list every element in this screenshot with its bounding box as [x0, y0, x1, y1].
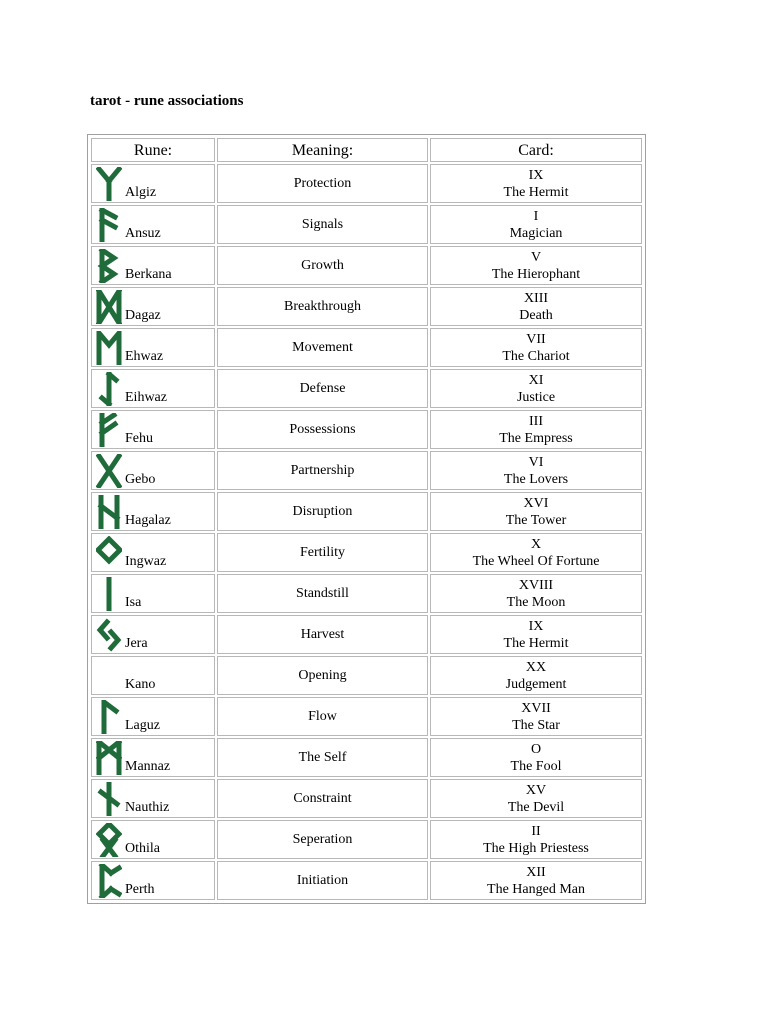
meaning-cell: Opening	[217, 656, 428, 695]
card-number: XII	[526, 864, 546, 880]
rune-name: Eihwaz	[125, 390, 167, 405]
rune-name: Kano	[125, 677, 156, 692]
ingwaz-rune-icon	[96, 536, 122, 570]
card-number: VII	[526, 331, 546, 347]
card-cell	[430, 369, 642, 408]
table-row	[91, 820, 642, 859]
rune-cell	[91, 328, 215, 367]
card-number: O	[530, 741, 542, 757]
table-row	[91, 164, 642, 203]
perth-rune-icon	[96, 864, 122, 898]
card-number: X	[530, 536, 542, 552]
rune-cell	[91, 820, 215, 859]
table-row	[91, 656, 642, 695]
card-cell	[430, 615, 642, 654]
card-number: IX	[528, 618, 544, 634]
othila-rune-icon	[96, 823, 122, 857]
table-row	[91, 451, 642, 490]
table-row	[91, 738, 642, 777]
gebo-rune-icon	[96, 454, 122, 488]
rune-name: Berkana	[125, 267, 172, 282]
card-number: V	[530, 249, 542, 265]
card-name: The Tower	[505, 512, 567, 528]
table-row	[91, 369, 642, 408]
card-number: XIII	[523, 290, 549, 306]
card-name: Justice	[516, 389, 556, 405]
card-cell	[430, 861, 642, 900]
card-cell	[430, 820, 642, 859]
meaning-cell: Initiation	[217, 861, 428, 900]
ansuz-rune-icon	[96, 208, 122, 242]
card-name: The Lovers	[503, 471, 569, 487]
rune-cell	[91, 492, 215, 531]
card-number: XVIII	[518, 577, 554, 593]
rune-cell	[91, 779, 215, 818]
card-name: The Chariot	[502, 348, 570, 364]
dagaz-rune-icon	[96, 290, 122, 324]
fehu-rune-icon	[96, 413, 122, 447]
algiz-rune-icon	[96, 167, 122, 201]
card-name: The Hierophant	[491, 266, 581, 282]
jera-rune-icon	[96, 618, 122, 652]
card-cell	[430, 451, 642, 490]
meaning-cell: Signals	[217, 205, 428, 244]
meaning-cell: Flow	[217, 697, 428, 736]
rune-name: Othila	[125, 841, 160, 856]
rune-cell	[91, 410, 215, 449]
card-cell	[430, 697, 642, 736]
rune-name: Laguz	[125, 718, 160, 733]
table-row	[91, 574, 642, 613]
nauthiz-rune-icon	[96, 782, 122, 816]
rune-cell	[91, 533, 215, 572]
card-cell	[430, 574, 642, 613]
card-name: Judgement	[505, 676, 567, 692]
card-number: XI	[528, 372, 544, 388]
table-row	[91, 697, 642, 736]
meaning-cell: Partnership	[217, 451, 428, 490]
meaning-cell: Defense	[217, 369, 428, 408]
header-rune: Rune:	[91, 138, 215, 162]
card-name: The Empress	[499, 430, 573, 446]
rune-cell	[91, 205, 215, 244]
meaning-cell: Protection	[217, 164, 428, 203]
card-number: XVI	[523, 495, 549, 511]
card-number: I	[533, 208, 539, 224]
rune-name: Nauthiz	[125, 800, 170, 815]
card-cell	[430, 492, 642, 531]
card-cell	[430, 410, 642, 449]
table-header-row	[91, 138, 642, 162]
rune-cell	[91, 246, 215, 285]
card-cell	[430, 656, 642, 695]
card-name: The Star	[512, 717, 560, 733]
rune-cell	[91, 615, 215, 654]
card-number: VI	[528, 454, 544, 470]
rune-table	[87, 134, 646, 904]
table-row	[91, 410, 642, 449]
card-cell	[430, 205, 642, 244]
rune-cell	[91, 738, 215, 777]
eihwaz-rune-icon	[96, 372, 122, 406]
table-row	[91, 287, 642, 326]
laguz-rune-icon	[96, 700, 122, 734]
ehwaz-rune-icon	[96, 331, 122, 365]
meaning-cell: Disruption	[217, 492, 428, 531]
rune-name: Ehwaz	[125, 349, 164, 364]
rune-name: Ansuz	[125, 226, 161, 241]
meaning-cell: Harvest	[217, 615, 428, 654]
rune-cell	[91, 369, 215, 408]
card-name: The Wheel Of Fortune	[472, 553, 600, 569]
card-cell	[430, 246, 642, 285]
rune-name: Perth	[125, 882, 155, 897]
meaning-cell: Possessions	[217, 410, 428, 449]
table-row	[91, 779, 642, 818]
header-card: Card:	[430, 138, 642, 162]
table-row	[91, 861, 642, 900]
rune-name: Jera	[125, 636, 148, 651]
table-row	[91, 246, 642, 285]
rune-cell	[91, 656, 215, 695]
table-row	[91, 533, 642, 572]
meaning-cell: Breakthrough	[217, 287, 428, 326]
card-number: XX	[525, 659, 547, 675]
card-cell	[430, 287, 642, 326]
rune-cell	[91, 574, 215, 613]
meaning-cell: Standstill	[217, 574, 428, 613]
card-name: The Hermit	[503, 635, 569, 651]
card-name: The Fool	[510, 758, 562, 774]
card-name: The Hermit	[503, 184, 569, 200]
rune-name: Algiz	[125, 185, 157, 200]
table-row	[91, 328, 642, 367]
meaning-cell: Movement	[217, 328, 428, 367]
page-title: tarot - rune associations	[90, 93, 244, 109]
card-name: The Devil	[507, 799, 565, 815]
card-number: XVII	[521, 700, 551, 716]
card-name: The Moon	[506, 594, 566, 610]
meaning-cell: Seperation	[217, 820, 428, 859]
table-row	[91, 492, 642, 531]
rune-name: Dagaz	[125, 308, 161, 323]
meaning-cell: Constraint	[217, 779, 428, 818]
card-cell	[430, 164, 642, 203]
rune-name: Gebo	[125, 472, 156, 487]
card-number: XV	[525, 782, 547, 798]
isa-rune-icon	[96, 577, 122, 611]
rune-cell	[91, 287, 215, 326]
card-number: III	[529, 413, 543, 429]
card-cell	[430, 738, 642, 777]
card-number: IX	[528, 167, 544, 183]
card-cell	[430, 328, 642, 367]
hagalaz-rune-icon	[96, 495, 122, 529]
rune-name: Hagalaz	[125, 513, 171, 528]
rune-name: Ingwaz	[125, 554, 167, 569]
rune-cell	[91, 861, 215, 900]
rune-name: Fehu	[125, 431, 153, 446]
card-name: Death	[519, 307, 553, 323]
card-cell	[430, 533, 642, 572]
table-row	[91, 615, 642, 654]
meaning-cell: Growth	[217, 246, 428, 285]
rune-cell	[91, 164, 215, 203]
table-row	[91, 205, 642, 244]
rune-name: Isa	[125, 595, 142, 610]
berkana-rune-icon	[96, 249, 122, 283]
card-cell	[430, 779, 642, 818]
meaning-cell: Fertility	[217, 533, 428, 572]
rune-cell	[91, 451, 215, 490]
card-number: II	[531, 823, 541, 839]
meaning-cell: The Self	[217, 738, 428, 777]
mannaz-rune-icon	[96, 741, 122, 775]
card-name: The High Priestess	[483, 840, 589, 856]
rune-name: Mannaz	[125, 759, 171, 774]
header-meaning: Meaning:	[217, 138, 428, 162]
rune-cell	[91, 697, 215, 736]
card-name: The Hanged Man	[487, 881, 585, 897]
card-name: Magician	[509, 225, 563, 241]
